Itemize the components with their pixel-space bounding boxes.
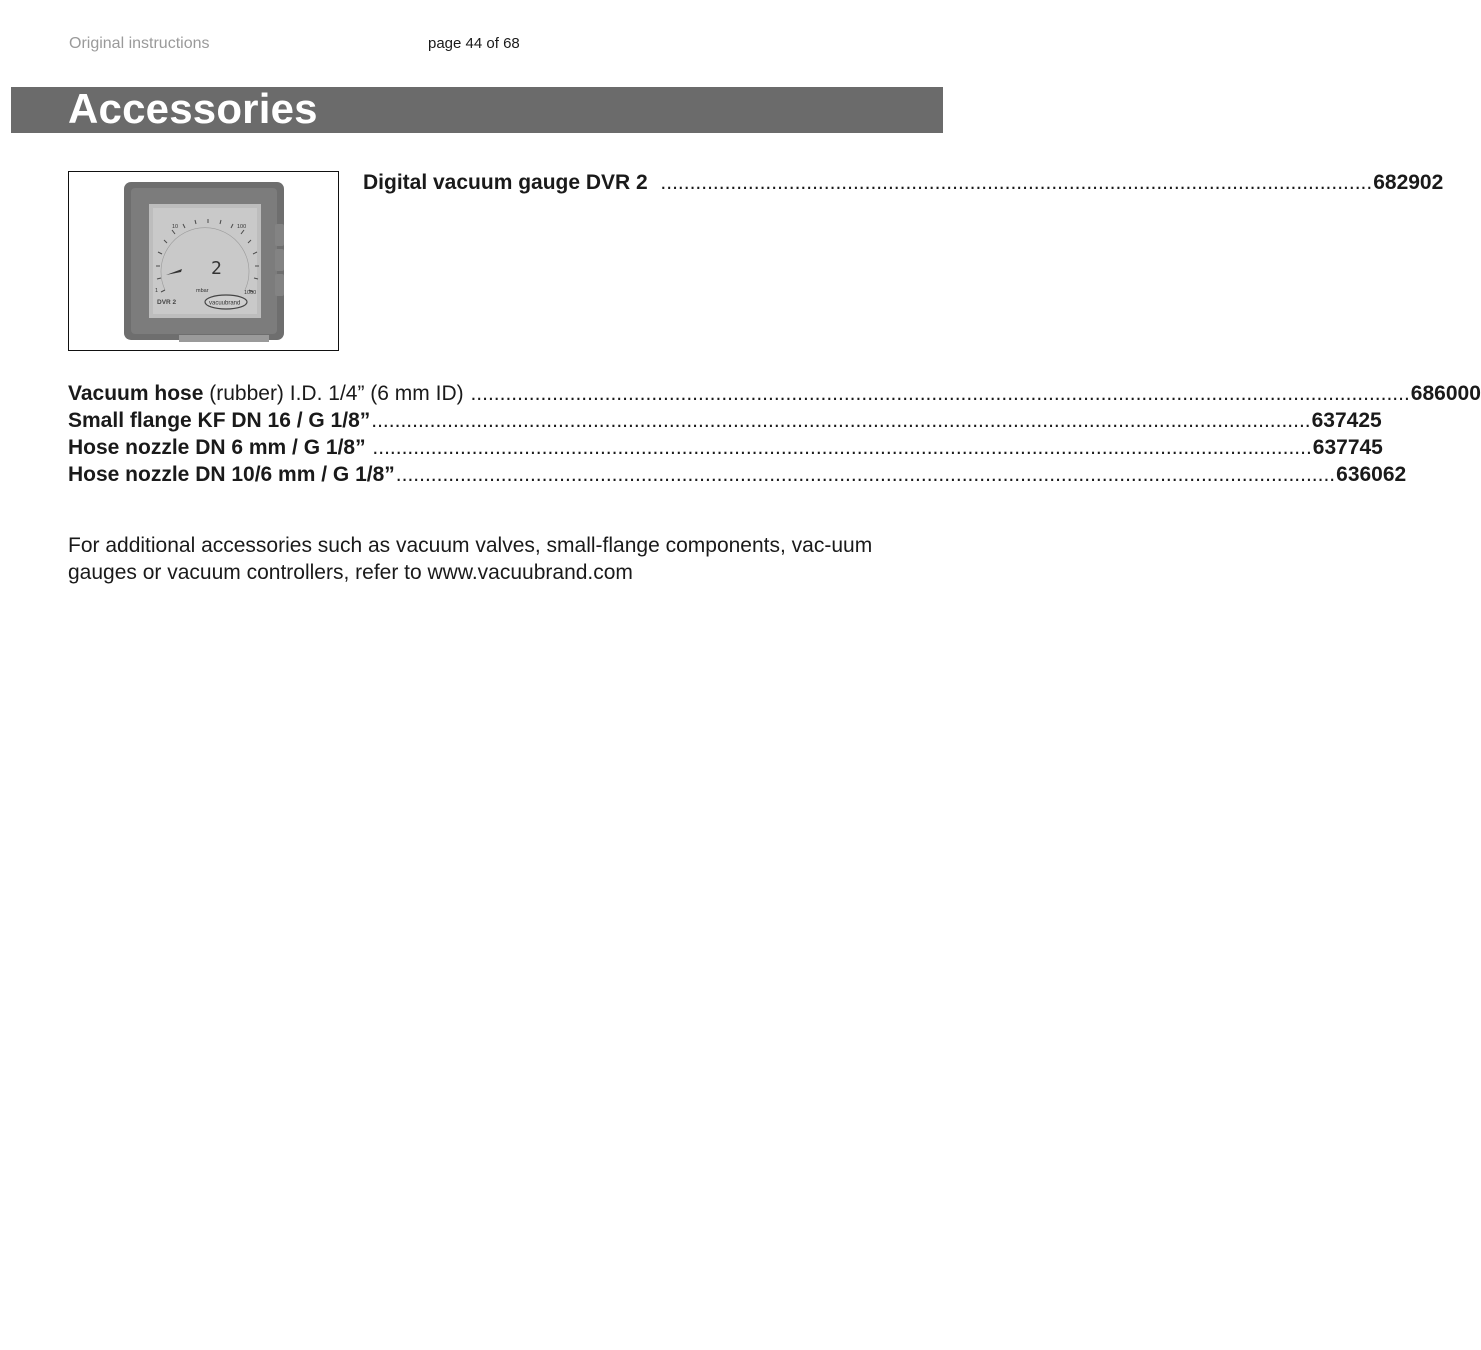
- leader-dots: .................................................................................................................................................................: [371, 409, 1311, 432]
- section-title-bar: [11, 87, 943, 133]
- leader-dots: ..........................................................................................................................: [648, 171, 1373, 194]
- leader-dots: .................................................................................................................................................................: [366, 436, 1312, 459]
- list-item: [68, 434, 1383, 461]
- part-name: Small flange KF DN 16 / G 1/8”: [68, 409, 371, 432]
- header-original-instructions: Original instructions: [69, 35, 210, 52]
- gauge-illustration: [69, 172, 340, 352]
- list-item: [68, 407, 1382, 434]
- leader-dots: .................................................................................................................................................................: [464, 382, 1410, 405]
- page-title: Accessories: [68, 85, 318, 132]
- part-number: 636062: [1336, 463, 1407, 486]
- gauge-item: [363, 169, 1444, 196]
- list-item: [68, 461, 1407, 488]
- gauge-side-button: [275, 249, 284, 271]
- part-name: Vacuum hose: [68, 382, 204, 405]
- gauge-model-label: DVR 2: [157, 299, 177, 306]
- gauge-scale-label: 100: [237, 224, 247, 230]
- gauge-item-number: 682902: [1373, 171, 1444, 194]
- page-number: page 44 of 68: [428, 35, 520, 52]
- gauge-scale-label: 1: [155, 288, 159, 294]
- additional-accessories-note: For additional accessories such as vacuum valves, small-flange components, vac-uum gauges or vacuum controllers, refer to www.vacuubrand.com: [68, 534, 873, 584]
- gauge-side-button: [275, 224, 284, 246]
- list-item: [68, 380, 1481, 407]
- part-number: 637745: [1312, 436, 1383, 459]
- gauge-item-name: Digital vacuum gauge DVR 2: [363, 171, 648, 194]
- part-number: 686000: [1410, 382, 1481, 405]
- gauge-unit: mbar: [196, 288, 209, 294]
- gauge-photo: [68, 171, 339, 351]
- gauge-side-button: [275, 274, 284, 296]
- gauge-scale-label: 1000: [244, 290, 257, 296]
- part-description: (rubber) I.D. 1/4” (6 mm ID): [209, 382, 464, 405]
- part-name: Hose nozzle DN 10/6 mm / G 1/8”: [68, 463, 395, 486]
- gauge-scale-label: 10: [172, 224, 179, 230]
- part-name: Hose nozzle DN 6 mm / G 1/8”: [68, 436, 366, 459]
- leader-dots: .................................................................................................................................................................: [395, 463, 1336, 486]
- brand-badge-text: vacuubrand: [209, 300, 241, 307]
- part-number: 637425: [1311, 409, 1382, 432]
- gauge-reading: 2: [211, 258, 222, 279]
